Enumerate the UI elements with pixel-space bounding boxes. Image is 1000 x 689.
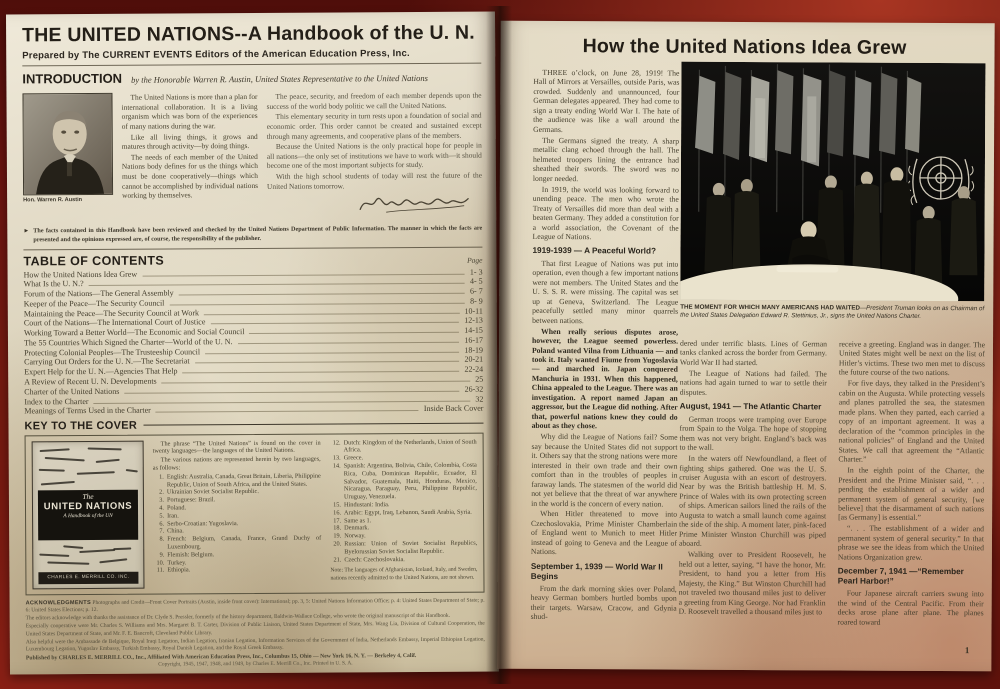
toc-entry-page: 22-24 bbox=[464, 364, 484, 374]
key-item-text: Spanish: Argentina, Bolivia, Chile, Colombia, Costa Rica, Cuba, Dominican Republic, Ecuador, El Salvador, Guatemala, Haiti, Honduras, Mexico, Nicaragua, Paraguay, Peru, Philippine Republic, Uruguay, Venezuela. bbox=[343, 461, 477, 501]
austin-portrait-caption: Hon. Warren R. Austin bbox=[23, 197, 83, 204]
cover-language-mark bbox=[96, 458, 120, 462]
toc-leader bbox=[249, 332, 459, 334]
toc-leader bbox=[205, 351, 459, 354]
toc-entry-title: Working Toward a Better World—The Economic and Social Council bbox=[23, 327, 245, 338]
divider bbox=[23, 246, 482, 250]
toc-entry-page: 10-11 bbox=[464, 306, 483, 316]
toc-leader bbox=[183, 371, 460, 374]
austin-signature bbox=[356, 191, 474, 216]
key-item-text: Norway. bbox=[344, 532, 366, 540]
prepared-by-line: Prepared by The CURRENT EVENTS Editors of the American Education Press, Inc. bbox=[22, 48, 410, 62]
article-paragraph: The League of Nations had failed. The nations had again turned to war to settle their disputes. bbox=[679, 368, 827, 397]
toc-leader bbox=[210, 322, 459, 325]
introduction-paragraph: The peace, security, and freedom of each member depends upon the success of the world body politic we call the United Nations. bbox=[266, 90, 482, 111]
key-item-number: 4. bbox=[159, 504, 165, 512]
toc-entry-title: The 55 Countries Which Signed the Charter—World of the U. N. bbox=[23, 337, 233, 348]
introduction-paragraph: Because the United Nations is the only practical hope for people in all nations—the only set of institutions we have to work with—it should become one of the most important subjects for study. bbox=[266, 140, 482, 171]
key-item-number: 1. bbox=[159, 473, 164, 481]
article-paragraph: December 7, 1941 —“Remember Pearl Harbor!” bbox=[837, 566, 964, 586]
key-item-text: Denmark. bbox=[344, 524, 370, 532]
key-item-number: 20. bbox=[333, 540, 342, 548]
article-column-2 bbox=[678, 339, 827, 658]
cover-language-mark bbox=[79, 548, 115, 552]
cover-language-mark bbox=[40, 448, 70, 452]
article-paragraph: When really serious disputes arose, however, the League seemed powerless. Poland wanted Vilna from Lithuania — and took it. Italy wanted Fiume from Yugoslavia — and marched in. Japan conquered Manchuria in 1931. When this happened, China appealed to the League. There was an investigation. A report named Japan an aggressor, but the League did nothing. After that, powerful nations knew they could do about as they chose. bbox=[531, 326, 679, 431]
austin-portrait-block bbox=[22, 93, 113, 223]
cover-language-mark bbox=[126, 469, 138, 473]
toc-entry-page: 8- 9 bbox=[470, 296, 483, 306]
toc-entry-page: 12-13 bbox=[464, 316, 483, 326]
acknowledgments-lines bbox=[26, 613, 485, 654]
key-item-text: Serbo-Croatian: Yugoslavia. bbox=[167, 519, 239, 528]
table-of-contents bbox=[23, 251, 483, 416]
key-to-cover-header bbox=[24, 417, 483, 432]
key-item-text: Portuguese: Brazil. bbox=[166, 496, 216, 504]
toc-entry bbox=[24, 404, 483, 416]
toc-entry-title: How the United Nations Idea Grew bbox=[23, 269, 138, 279]
toc-entry-page: 4- 5 bbox=[469, 276, 483, 287]
toc-leader bbox=[89, 283, 465, 286]
austin-portrait-photo bbox=[22, 93, 113, 196]
key-intro bbox=[153, 439, 321, 472]
pointer-icon: ► bbox=[23, 228, 30, 235]
key-item bbox=[330, 438, 477, 454]
toc-leader bbox=[179, 293, 465, 296]
acknowledgments bbox=[26, 597, 485, 669]
key-item-text: Hindustani: India. bbox=[343, 501, 390, 509]
toc-entry-title: Index to the Charter bbox=[24, 396, 89, 406]
article-paragraph: In 1919, the world was looking forward to unending peace. The men who wrote the Treaty of Versailles did more than deal with a beaten Germany. They added a constitution for a world association, the Covenant of the League of Nations. bbox=[532, 184, 679, 242]
toc-entry-title: Keeper of the Peace—The Security Council bbox=[23, 298, 165, 309]
key-item-text: Arabic: Egypt, Iraq, Lebanon, Saudi Arabia, Syria. bbox=[344, 508, 472, 517]
article-paragraph: The Germans signed the treaty. A sharp metallic clang echoed through the hall. The helmeted troopers lining the entrance had sheathed their swords. The sword was no longer needed. bbox=[532, 135, 680, 183]
cover-thumbnail bbox=[32, 440, 145, 589]
toc-entry-title: A Review of Recent U. N. Developments bbox=[24, 376, 157, 387]
key-item-text: French: Belgium, Canada, France, Grand Duchy of Luxembourg. bbox=[167, 534, 322, 551]
introduction-heading-row bbox=[22, 68, 481, 89]
article-paragraph: “. . . The establishment of a wider and permanent system of general security.” In that phrase we see the ideas from which the United Nations Organization grew. bbox=[837, 523, 985, 562]
key-item-text: Czech: Czechoslovakia. bbox=[344, 555, 405, 563]
key-item-number: 10. bbox=[156, 559, 165, 567]
signature-row bbox=[267, 191, 474, 221]
key-item-text: Ukrainian Soviet Socialist Republic. bbox=[166, 488, 259, 496]
key-items-2 bbox=[330, 438, 478, 564]
key-to-cover-body bbox=[25, 432, 485, 595]
introduction-column-1 bbox=[121, 92, 258, 222]
signing-ceremony-photo bbox=[680, 62, 985, 302]
left-page bbox=[6, 12, 499, 675]
article-title: How the United Nations Idea Grew bbox=[582, 35, 907, 59]
key-item-text: Ethiopia. bbox=[167, 566, 191, 574]
toc-leader bbox=[94, 400, 471, 403]
toc-leader bbox=[195, 361, 460, 364]
acknowledgments-line: The editors acknowledge with thanks the assistance of Dr. Clyde S. Pressler, formerly of the history department, Baldwin-Wallace College, who wrote the original manuscript of this Handbook. bbox=[25, 613, 450, 622]
article-paragraph: When Hitler threatened to move into Czechoslovakia, Prime Minister Chamberlain of England went to Munich to meet Hitler instead of going to Geneva and the League of Nations. bbox=[530, 509, 678, 557]
cover-title-band bbox=[38, 489, 138, 540]
introduction-byline: by the Honorable Warren R. Austin, United States Representative to the United Nations bbox=[131, 72, 428, 85]
key-item-number: 7. bbox=[159, 527, 165, 535]
article-column-3 bbox=[837, 339, 985, 658]
toc-entry-title: What Is the U. N.? bbox=[23, 279, 84, 289]
key-item bbox=[330, 540, 477, 556]
article-paragraph: September 1, 1939 — World War II Begins bbox=[530, 561, 663, 581]
key-item-number: 12. bbox=[332, 439, 341, 447]
handbook-title: THE UNITED NATIONS--A Handbook of the U. N. bbox=[22, 21, 475, 47]
key-intro-paragraph: The phrase “The United Nations” is found on the cover in twenty languages—the languages of the United Nations. bbox=[152, 439, 321, 455]
toc-entry-title: Court of the Nations—The International Court of Justice bbox=[23, 317, 206, 328]
toc-page-label: Page bbox=[467, 255, 483, 265]
article-paragraph: That first League of Nations was put into operation, even though a few important nations were not members. The United States and the U. S. S. R. were missing. The capital was set up at Geneva, Switzerland. The League peacefully settled many minor quarrels between nations. bbox=[532, 258, 679, 325]
article-paragraph: For five days, they talked in the President’s cabin on the Augusta. While protecting vessels and planes patrolled the sea, the statesmen made plans. When they parted, each carried a copy of an important agreement. It was a declaration of the “common principles in the national policies” of England and the United States. We call that agreement the “Atlantic Charter.” bbox=[838, 378, 985, 464]
key-item-text: Greece. bbox=[343, 454, 364, 462]
article-paragraph: Walking over to President Roosevelt, he held out a letter, saying, “I have the honor, Mr. President, to hand you a letter from His Majesty, the King.” But Winston Churchill had not traveled two thousand miles just to deliver a greeting from King George. Nor had Franklin D. Roosevelt travelled a thousand miles just to bbox=[678, 549, 826, 617]
key-note: Note: The languages of Afghanistan, Iceland, Italy, and Sweden, nations recently admitted to the United Nations, are not shown. bbox=[330, 566, 478, 582]
cover-title-united-nations: UNITED NATIONS bbox=[43, 500, 133, 513]
toc-entry-page: 26-32 bbox=[464, 384, 484, 394]
introduction-paragraph: Like all living things, it grows and matures through activity—by doing things. bbox=[121, 131, 258, 151]
cover-language-mark bbox=[41, 480, 75, 485]
toc-leader bbox=[142, 273, 465, 276]
cover-language-mark bbox=[63, 545, 83, 549]
cover-language-mark bbox=[77, 471, 115, 475]
heading-rule bbox=[143, 422, 483, 426]
toc-entry-page: 32 bbox=[475, 394, 484, 404]
key-item-number: 21. bbox=[333, 555, 342, 564]
facts-note bbox=[23, 225, 482, 245]
photo-caption-lead: THE MOMENT FOR WHICH MANY AMERICANS HAD WAITED bbox=[680, 303, 860, 312]
key-item-number: 11. bbox=[156, 566, 165, 574]
article-paragraph: From the dark morning skies over Poland, heavy German bombers hurtled bombs upon their targets. Warsaw, Cracow, and Gdynia shud- bbox=[530, 583, 677, 622]
key-item-text: Turkey. bbox=[167, 558, 187, 567]
copyright-line: Copyright, 1945, 1947, 1948, and 1949, by Charles E. Merrill Co., Inc. Printed in U. S. A. bbox=[158, 660, 353, 669]
key-item bbox=[153, 472, 321, 489]
cover-title-the: The bbox=[82, 491, 94, 501]
key-items-1 bbox=[153, 472, 322, 574]
facts-note-text: The facts contained in this Handbook have been reviewed and checked by the United Nations Department of Public Information. The manner in which the facts are presented and the opinions expressed are, of course, the responsibility of the publisher. bbox=[33, 224, 483, 244]
key-item bbox=[153, 535, 321, 552]
toc-entry-title: Protecting Colonial Peoples—The Trusteeship Council bbox=[24, 347, 201, 358]
key-item-number: 15. bbox=[333, 501, 342, 509]
cover-language-mark bbox=[99, 558, 127, 563]
key-item-text: Same as 1. bbox=[344, 516, 372, 524]
toc-leader bbox=[204, 312, 459, 315]
key-intro-paragraph: The various nations are represented herein by two languages, as follows: bbox=[152, 455, 321, 472]
published-by-line: Published by CHARLES E. MERRILL CO., Inc., Affiliated With American Education Press, Inc., Columbus 15, Ohio — New York 16, N. Y. — Berkeley 4, Calif. bbox=[25, 653, 417, 662]
right-page bbox=[497, 21, 994, 672]
key-item-text: Iran. bbox=[167, 512, 179, 520]
key-column-1 bbox=[153, 439, 322, 588]
article-paragraph: THREE o’clock, on June 28, 1919! The Hall of Mirrors at Versailles, outside Paris, was crowded. Suddenly and unannounced, four German delegates appeared. They had come to sign a treaty ending World War I. The hate of the audience was like a wall around the Germans. bbox=[533, 67, 680, 134]
acknowledgments-line bbox=[26, 597, 485, 614]
photo-caption bbox=[680, 304, 984, 322]
article-paragraph: dered under terrific blasts. Lines of German tanks clanked across the border from Germany. World War II had started. bbox=[679, 338, 828, 367]
toc-entry-title: Expert Help for the U. N.—Agencies That Help bbox=[24, 366, 178, 377]
article-column-1 bbox=[530, 68, 679, 657]
introduction-heading: INTRODUCTION bbox=[22, 70, 123, 87]
key-item bbox=[330, 462, 477, 502]
toc-entry-title: Meanings of Terms Used in the Charter bbox=[24, 405, 151, 416]
article-paragraph: Four Japanese aircraft carriers swung into the wind of the Central Pacific. From their decks arose plane after plane. The planes roared toward bbox=[837, 588, 984, 627]
article-paragraph: receive a greeting. England was in danger. The United States might well be next on the list of Hitler’s victims. These two men met to discuss the future course of the two nations. bbox=[838, 339, 986, 378]
toc-leader bbox=[162, 381, 471, 384]
cover-language-mark bbox=[39, 553, 69, 556]
key-item-number: 18. bbox=[333, 524, 342, 532]
toc-heading: TABLE OF CONTENTS bbox=[23, 253, 165, 268]
toc-entry-title: Maintaining the Peace—The Security Council at Work bbox=[23, 307, 200, 319]
acknowledgments-text: Photographs and Credit—Front Cover Portraits (Austin, inside front cover): International; pp. 3, 5: United Nations Information Office; p. 4: United States Department of State; p. 6: United States Elections; p. 12. bbox=[25, 597, 485, 614]
toc-leader bbox=[124, 391, 459, 394]
key-column-2 bbox=[330, 438, 478, 587]
key-item-number: 9. bbox=[159, 551, 165, 559]
introduction-body bbox=[22, 91, 482, 223]
key-item-text: Poland. bbox=[166, 504, 187, 512]
key-item-number: 5. bbox=[159, 512, 165, 520]
key-item-text: English: Australia, Canada, Great Britain, Liberia, Philippine Republic, Union of South Africa, and the United States. bbox=[166, 472, 321, 489]
toc-leader bbox=[156, 410, 419, 413]
key-item-number: 19. bbox=[333, 532, 342, 540]
photo-caption-rest: —President Truman looks on as Chairman of the United States Delegation Edward R. Stettinius, Jr., signs the United Nations Charter. bbox=[680, 304, 985, 321]
acknowledgments-line: Especially cooperative were Mr. Charles S. Williams and Mrs. Margaret B. T. Carter, Division of Public Liaison, United States Department of State, Mrs. Wang Lia, Division of Cultural Cooperation, the United States Department of State, and Mr. F. E. Bancroft, Cleveland Public Library. bbox=[25, 621, 485, 638]
article-paragraph: In the waters off Newfoundland, a fleet of fighting ships gathered. One was the U. S. cruiser Augusta with an escort of destroyers. Near by was the British battleship H. M. S. Prince of Wales with its own protecting screen of ships. American sailors lined the rails of the Augusta to watch a small launch come against the side of the ship. A moment later, pink-faced Prime Minister Winston Churchill was piped aboard. bbox=[678, 453, 827, 549]
acknowledgments-line: Also helpful were the Ambassade de Belgique, Royal Iraqi Legation, Indian Legation, Iranian Legation, Information Services of the Government of India, Netherlands Embassy, Imperial Ethiopian Legation, Luxembourg Legation, Yugoslav Embassy, Turkish Embassy, Royal Danish Legation, and the Royal Greek Embassy. bbox=[25, 636, 485, 653]
toc-entry-title: Carrying Out Orders for the U. N.—The Secretariat bbox=[24, 356, 190, 367]
key-item-number: 17. bbox=[333, 517, 342, 525]
toc-leader bbox=[238, 342, 460, 344]
toc-entry-page: 25 bbox=[475, 374, 484, 384]
signing-ceremony-photo-block bbox=[680, 62, 985, 302]
introduction-paragraph: With the high school students of today will rest the future of the United Nations tomorrow. bbox=[267, 170, 483, 191]
cover-language-mark bbox=[45, 456, 85, 461]
key-item-number: 3. bbox=[159, 496, 164, 504]
cover-publisher-band: CHARLES E. MERRILL CO. INC. bbox=[38, 571, 138, 584]
toc-entry-page: 1- 3 bbox=[469, 267, 483, 277]
introduction-column-2-text bbox=[266, 91, 482, 192]
toc-entry-title: Forum of the Nations—The General Assembly bbox=[23, 288, 174, 299]
article-paragraph: In the eighth point of the Charter, the President and the Prime Minister said, “. . . pending the establishment of a wider and permanent system of general security, [we believe] that the disarmament of such nations [as Germany] is essential.” bbox=[838, 465, 985, 523]
introduction-paragraph: This elementary security in turn rests upon a foundation of social and economic order. This order cannot be created and sustained except through many agreements, and cooperative plans of the members. bbox=[266, 110, 482, 141]
introduction-column-2 bbox=[266, 91, 482, 222]
acknowledgments-heading: ACKNOWLEDGMENTS bbox=[25, 599, 92, 606]
divider bbox=[22, 63, 481, 67]
key-item-number: 16. bbox=[333, 509, 342, 517]
cover-language-mark bbox=[39, 468, 65, 471]
toc-entry-page: 20-21 bbox=[464, 355, 484, 365]
toc-entry-page: 16-17 bbox=[464, 335, 484, 345]
toc-leader bbox=[169, 303, 465, 306]
page-number: 1 bbox=[964, 645, 970, 656]
toc-entry-page: Inside Back Cover bbox=[423, 403, 484, 414]
cover-language-mark bbox=[88, 447, 122, 450]
toc-header bbox=[23, 251, 482, 268]
article-paragraph: Why did the League of Nations fail? Some say because the United States did not support it. Others say that the strong nations were more interested in their own trade and their own comfort than in the troubles of peoples in faraway lands. The statesmen of the world did not yet believe that the threat of war anywhere in the world is the concern of every nation. bbox=[531, 432, 678, 509]
key-item bbox=[330, 555, 477, 564]
introduction-paragraph: The needs of each member of the United Nations body defines for us the things which must be done cooperatively—things which cannot be accomplished by individual nations working by themselves. bbox=[121, 151, 259, 201]
key-item-number: 13. bbox=[332, 454, 341, 462]
key-item-text: Flemish: Belgium. bbox=[167, 550, 215, 559]
toc-entry-page: 18-19 bbox=[464, 345, 484, 355]
key-item-number: 6. bbox=[159, 520, 165, 528]
toc-list bbox=[24, 267, 484, 416]
toc-entry-page: 6- 7 bbox=[469, 286, 483, 296]
toc-entry-title: Charter of the United Nations bbox=[24, 386, 120, 397]
key-item-number: 8. bbox=[159, 535, 165, 543]
toc-entry-page: 14-15 bbox=[464, 325, 483, 335]
article-paragraph: August, 1941 — The Atlantic Charter bbox=[679, 401, 822, 412]
key-item-number: 14. bbox=[332, 462, 341, 470]
introduction-paragraph: The United Nations is more than a plan for international collaboration. It is a living organism which was born of the experiences of many nations during the war. bbox=[121, 91, 258, 131]
key-to-cover-heading: KEY TO THE COVER bbox=[24, 419, 138, 432]
cover-title-subtitle: A Handbook of the UN bbox=[63, 513, 113, 520]
key-item bbox=[153, 566, 321, 575]
cover-language-mark bbox=[47, 561, 89, 564]
key-item-number: 2. bbox=[159, 488, 164, 496]
key-item-text: Russian: Union of Soviet Socialist Republics, Byelorussian Soviet Socialist Republic. bbox=[344, 539, 478, 556]
key-item-text: Dutch: Kingdom of the Netherlands, Union of South Africa. bbox=[343, 438, 477, 454]
cover-language-mark bbox=[113, 547, 131, 550]
key-item-text: China. bbox=[167, 527, 184, 535]
article-paragraph: German troops were tramping over Europe from Spain to the Volga. The hope of stopping them was not very bright. England’s back was to the wall. bbox=[679, 414, 827, 452]
article-paragraph: 1919-1939 — A Peaceful World? bbox=[532, 246, 656, 256]
